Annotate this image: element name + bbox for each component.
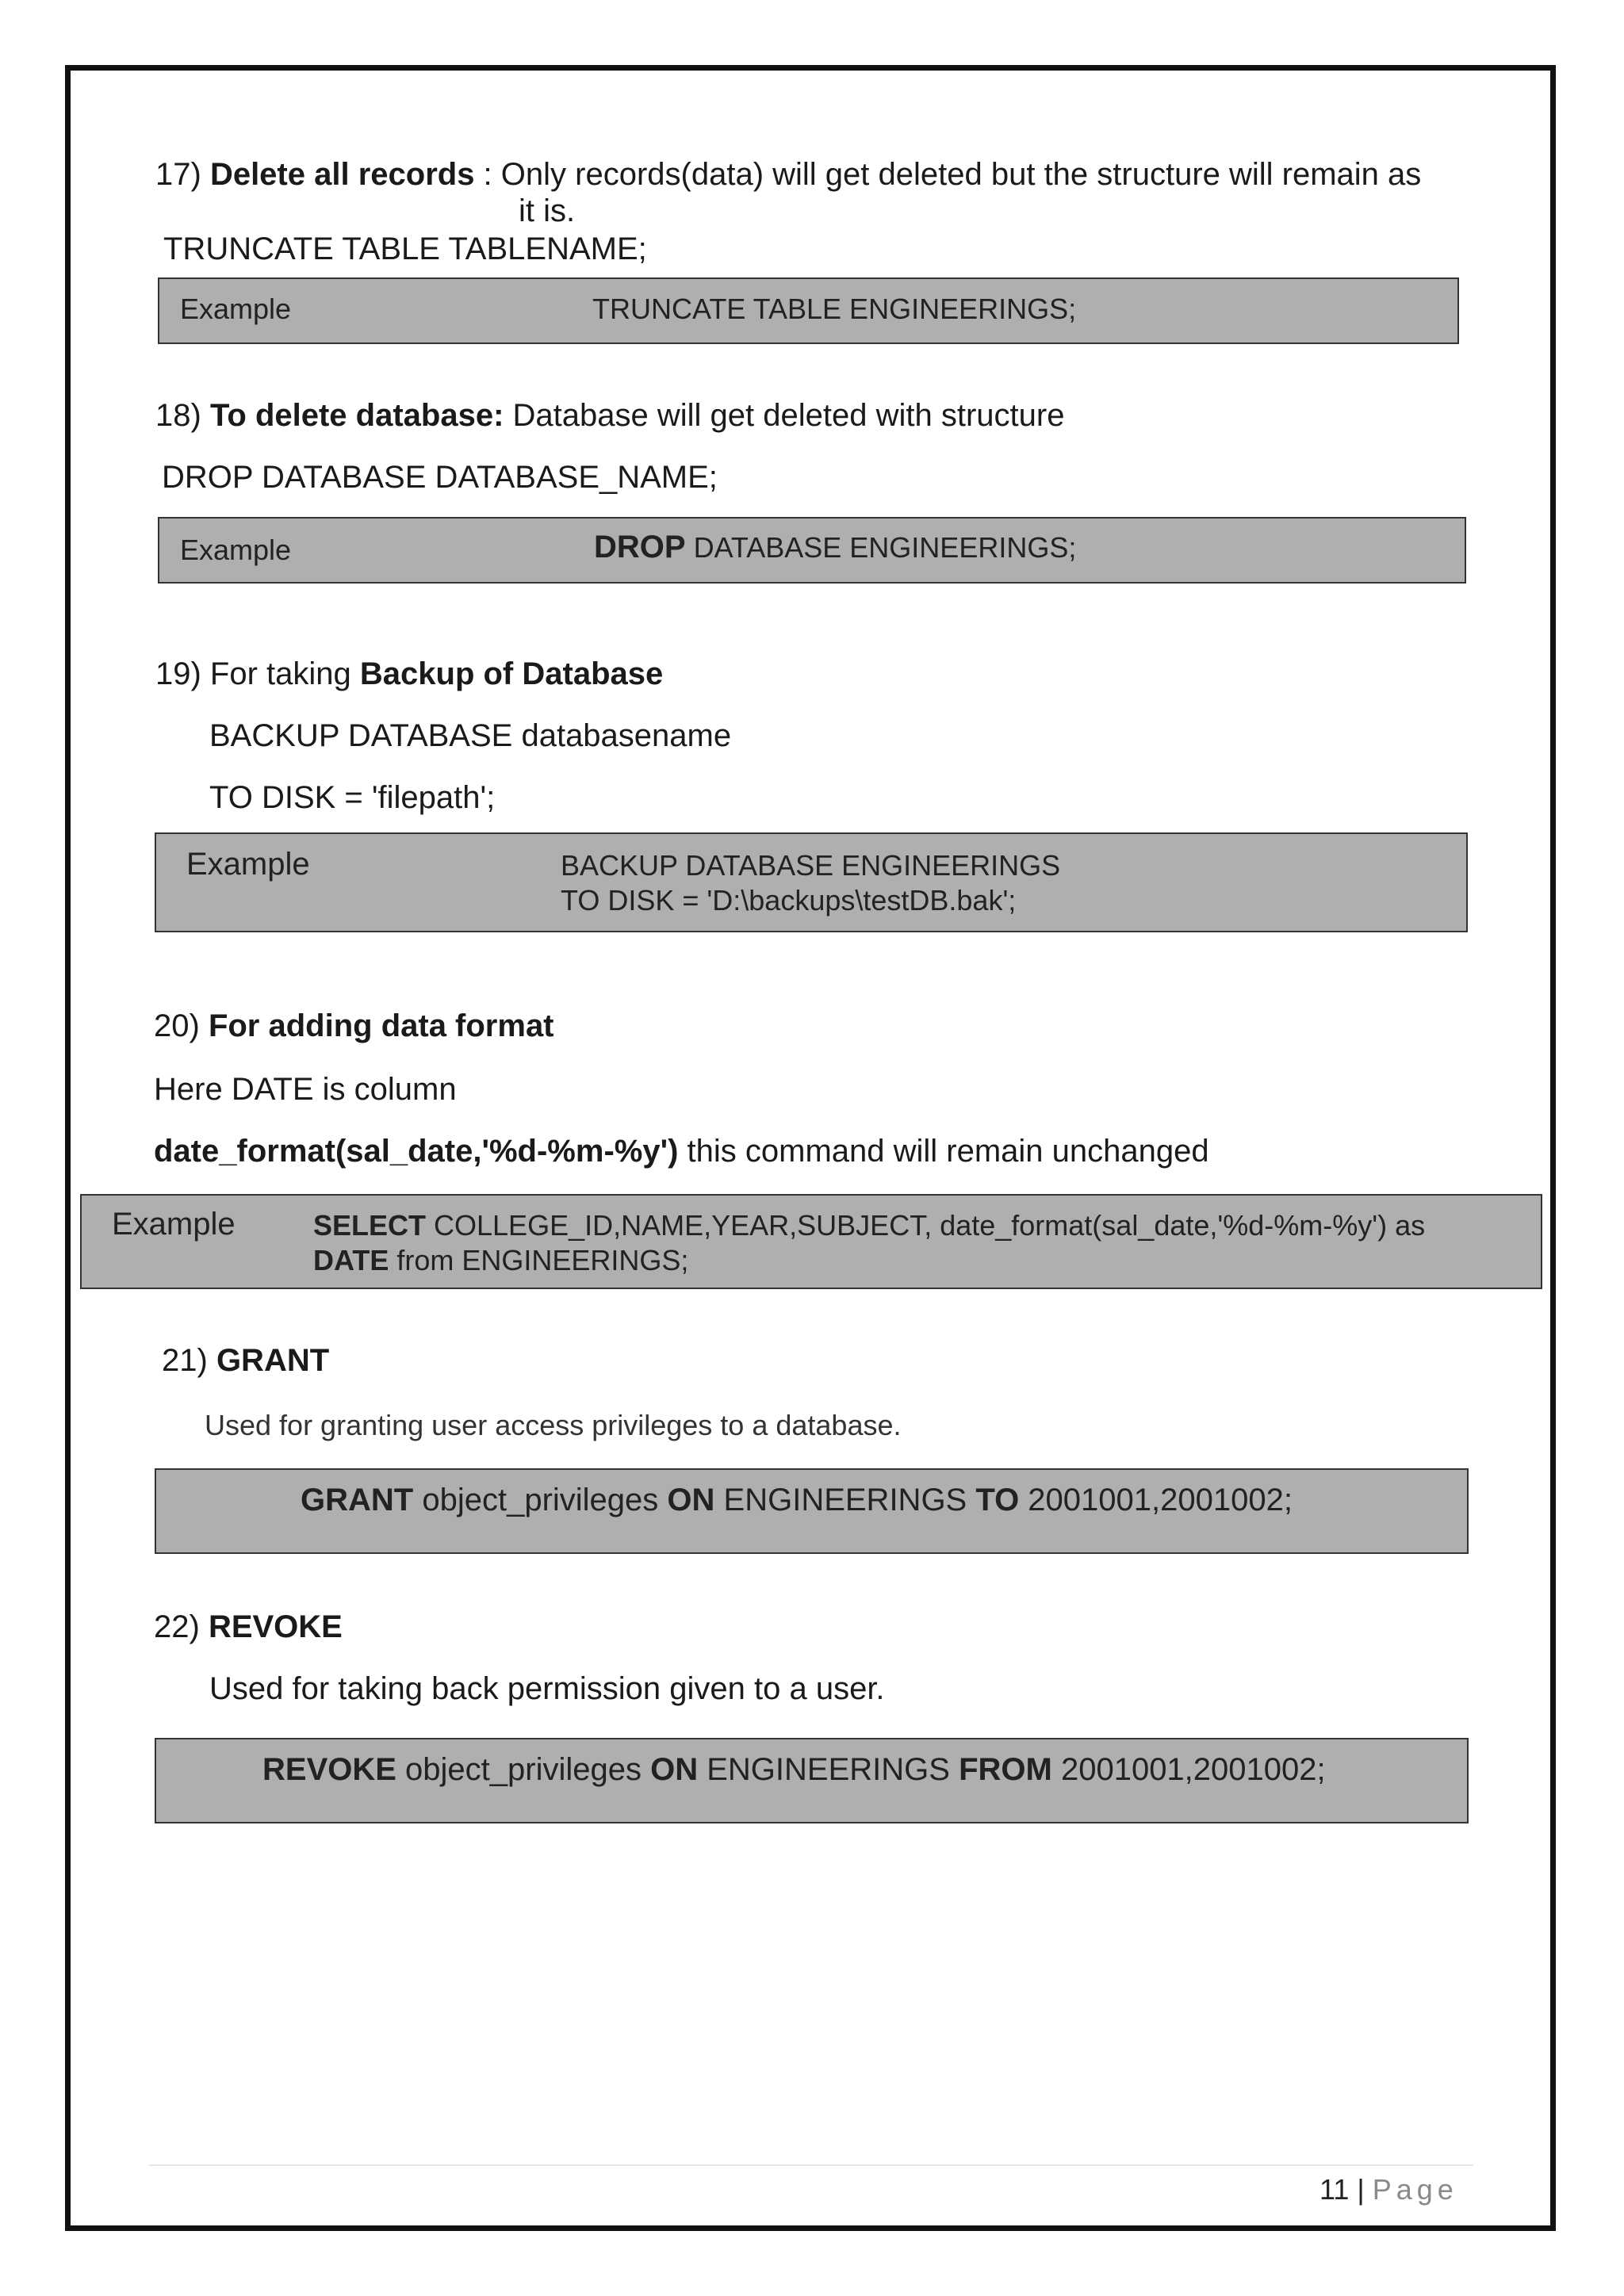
section-17-syntax: TRUNCATE TABLE TABLENAME; (163, 232, 647, 266)
example-code: REVOKE object_privileges ON ENGINEERINGS FROM 2001001,2001002; (262, 1752, 1326, 1787)
example-label: Example (112, 1207, 236, 1242)
section-20-heading: 20) For adding data format (154, 1008, 554, 1043)
section-21-example-box (155, 1468, 1469, 1554)
section-18-syntax: DROP DATABASE DATABASE_NAME; (162, 460, 718, 495)
section-22-heading: 22) REVOKE (154, 1609, 343, 1644)
section-19-syntax-line-2: TO DISK = 'filepath'; (209, 780, 496, 815)
example-label: Example (186, 847, 310, 882)
section-19-example-box (155, 832, 1468, 932)
section-18-example-box (158, 517, 1466, 584)
example-code: GRANT object_privileges ON ENGINEERINGS TO 2001001,2001002; (301, 1483, 1293, 1517)
section-20-command: date_format(sal_date,'%d-%m-%y') this command will remain unchanged (154, 1134, 1209, 1169)
section-17-heading: 17) Delete all records : Only records(data) will get deleted but the structure will remain as (155, 157, 1422, 192)
page-number: 11 | Page (1320, 2173, 1458, 2206)
section-19-syntax-line-1: BACKUP DATABASE databasename (209, 718, 732, 753)
example-code-line-2: DATE from ENGINEERINGS; (313, 1244, 689, 1276)
section-20-note: Here DATE is column (154, 1072, 457, 1107)
section-17-example-box (158, 277, 1459, 344)
example-code-line-1: BACKUP DATABASE ENGINEERINGS (561, 849, 1061, 882)
section-22-example-box (155, 1738, 1469, 1823)
example-code: TRUNCATE TABLE ENGINEERINGS; (592, 293, 1077, 325)
example-code: DROP DATABASE ENGINEERINGS; (594, 530, 1077, 564)
section-18-heading: 18) To delete database: Database will get deleted with structure (155, 398, 1065, 433)
example-code-line-2: TO DISK = 'D:\backups\testDB.bak'; (561, 884, 1017, 916)
section-21-heading: 21) GRANT (162, 1343, 330, 1378)
section-19-heading: 19) For taking Backup of Database (155, 656, 664, 691)
section-17-continuation: it is. (519, 193, 576, 228)
example-label: Example (180, 534, 292, 566)
section-21-description: Used for granting user access privileges to a database. (205, 1409, 902, 1441)
section-22-description: Used for taking back permission given to a user. (209, 1671, 885, 1706)
example-label: Example (180, 293, 292, 325)
section-20-example-box (80, 1194, 1542, 1289)
example-code-line-1: SELECT COLLEGE_ID,NAME,YEAR,SUBJECT, date_format(sal_date,'%d-%m-%y') as (313, 1209, 1426, 1242)
footer-divider (149, 2164, 1473, 2166)
